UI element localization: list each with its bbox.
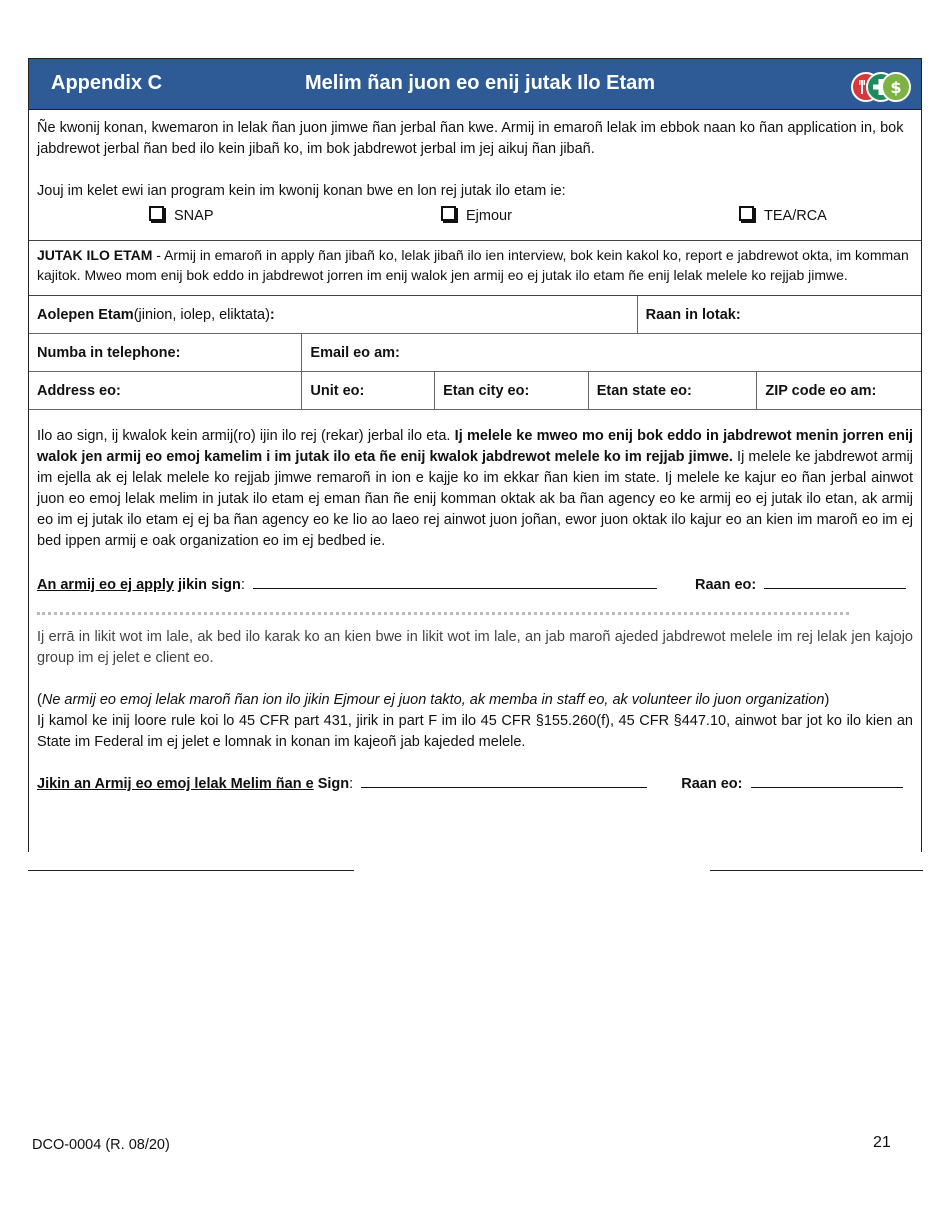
city-field[interactable]: Etan city eo:: [435, 372, 589, 409]
relationship-field[interactable]: Raan in lotak:: [645, 306, 741, 323]
staff-certification: [29, 669, 921, 753]
signature-section: [29, 410, 922, 852]
staff-rule-text: Ij kamol ke inij loore rule koi lo 45 CFR part 431, jirik in part F im ilo 45 CFR §155.260(f), 45 CFR §447.10, ainwot bar jot ko ilo kien an State im Federal im ej jelet e lomnak in konan im kajeoñ jab kajeded melele.: [37, 713, 913, 750]
appendix-c-form: [28, 58, 922, 852]
snap-label: SNAP: [174, 208, 214, 224]
intro-paragraph: Ñe kwonij konan, kwemaron in lelak ñan juon jimwe ñan jerbal ñan kwe. Armij in emaroñ lelak im ebbok naan ko ñan application in, bok jabdrewot jerbal ñan bed ilo kein jibañ ko, im bok jabdrewot jerbal im jej aikuj ñan jibañ.: [37, 120, 904, 157]
name-row: [29, 296, 921, 334]
staff-date-input[interactable]: [751, 773, 903, 788]
contact-row: [29, 334, 921, 372]
staff-role-note: Ne armij eo emoj lelak maroñ ñan ion ilo jikin Ejmour ej juon takto, ak memba in staff eo, ak volunteer ilo juon organization: [41, 692, 825, 708]
full-name-label: Aolepen Etam: [37, 306, 134, 323]
ejmour-checkbox[interactable]: [441, 206, 456, 221]
full-name-hint: (jinion, iolep, eliktata): [133, 306, 270, 323]
staff-sign-label: Sign: [313, 776, 350, 792]
applicant-date-input[interactable]: [764, 574, 906, 589]
unit-field[interactable]: Unit eo:: [302, 372, 435, 409]
staff-date-label: Raan eo:: [681, 776, 743, 792]
svg-text:$: $: [890, 78, 902, 97]
applicant-signature-input[interactable]: [253, 574, 657, 589]
applicant-sign-label-underlined: An armij eo ej apply: [37, 577, 174, 593]
email-field[interactable]: Email eo am:: [310, 344, 400, 361]
program-icons: [851, 70, 907, 100]
address-field[interactable]: Address eo:: [29, 372, 302, 409]
intro-section: [29, 110, 921, 241]
page-number: 21: [873, 1134, 891, 1151]
full-name-field[interactable]: [29, 296, 638, 333]
zip-field[interactable]: ZIP code eo am:: [765, 382, 877, 399]
program-option-snap[interactable]: [149, 206, 214, 227]
authorization-text: [29, 410, 921, 552]
jutak-section: [29, 241, 921, 296]
bottom-border: [28, 870, 922, 871]
authorization-bold: Ij melele ke mweo mo enij bok eddo in jabdrewot menin jorren enij walok jen armij eo emoj kamelim i im jutak ilo eta ñe enij kwalok jabdrewot melele ko im rejjab jimwe.: [37, 428, 914, 465]
italic-close: ): [824, 692, 830, 708]
staff-signature-input[interactable]: [361, 773, 647, 788]
applicant-sign-label: jikin sign: [174, 577, 241, 593]
jutak-text: - Armij in emaroñ in apply ñan jibañ ko, lelak jibañ ilo ien interview, bok kein kakol ko, report e jabdrewot okta, im komman kajitok. Mweo mom enij bok eddo in jabdrewot jorren im enij walok jen armij eo ej jutak ilo etam ñe enij lelak melele ko rejjab jimwe.: [37, 247, 909, 283]
program-question: Jouj im kelet ewi ian program kein im kwonij konan bwe en lon rej jutak ilo etam ie:: [37, 183, 566, 199]
authorization-part2: Ij melele ke jabdrewot armij im ejella ak ej lelak melele ko rejjab jimwe remaroñ in ion e kajje ko im ekkar ñan kien im state. Ij melele ke kajur eo ñan jerbal ainwot juon eo emoj lelak melim in jutak ilo etam ej eman ñan ñe enij komman oktak ak ba ñan agency eo ke armij eo ej jutak ilo etan, ak armij eo im ej jutak ilo etam ej ej ba ñan agency eo ke lio ao laeo rej ainwot juon joñan, ewor juon oktak ilo kajur eo an kien im maroñ eo im ej bed ippen armij e oak organization eo im ej bedbed ie.: [37, 449, 913, 549]
form-title: Melim ñan juon eo enij jutak Ilo Etam: [305, 72, 656, 94]
staff-note: Ij errā in likit wot im lale, ak bed ilo karak ko an kien bwe in likit wot im lale, an jab maroñ ajeded jabdrewot melele im rej lelak jen kajojo group im ej jelet e client eo.: [37, 629, 913, 666]
italic-open: (: [37, 692, 42, 708]
tea-rca-label: TEA/RCA: [764, 208, 827, 224]
jutak-heading: JUTAK ILO ETAM: [37, 247, 153, 263]
ejmour-label: Ejmour: [466, 208, 512, 224]
form-code: DCO-0004 (R. 08/20): [32, 1137, 170, 1153]
program-options: [37, 204, 913, 228]
applicant-signature-line: [37, 574, 921, 596]
applicant-date-label: Raan eo:: [694, 577, 757, 593]
address-row: [29, 372, 921, 410]
dollar-icon: [881, 72, 911, 102]
tea-rca-checkbox[interactable]: [739, 206, 754, 221]
snap-checkbox[interactable]: [149, 206, 164, 221]
applicant-sign-colon: :: [240, 577, 245, 593]
full-name-colon: :: [269, 306, 275, 323]
form-header: [29, 59, 921, 110]
program-option-tea-rca[interactable]: [739, 206, 827, 227]
staff-signature-line: [37, 773, 921, 795]
appendix-label: Appendix C: [51, 72, 163, 94]
program-option-ejmour[interactable]: [441, 206, 512, 227]
state-field[interactable]: Etan state eo:: [589, 372, 758, 409]
staff-sign-colon: :: [349, 776, 354, 792]
authorization-part1: Ilo ao sign, ij kwalok kein armij(ro) ijin ilo rej (rekar) jerbal ilo eta.: [37, 428, 455, 444]
phone-field[interactable]: Numba in telephone:: [29, 334, 302, 371]
form-frame: [28, 58, 922, 852]
staff-sign-label-underlined: Jikin an Armij eo emoj lelak Melim ñan e: [37, 776, 314, 792]
